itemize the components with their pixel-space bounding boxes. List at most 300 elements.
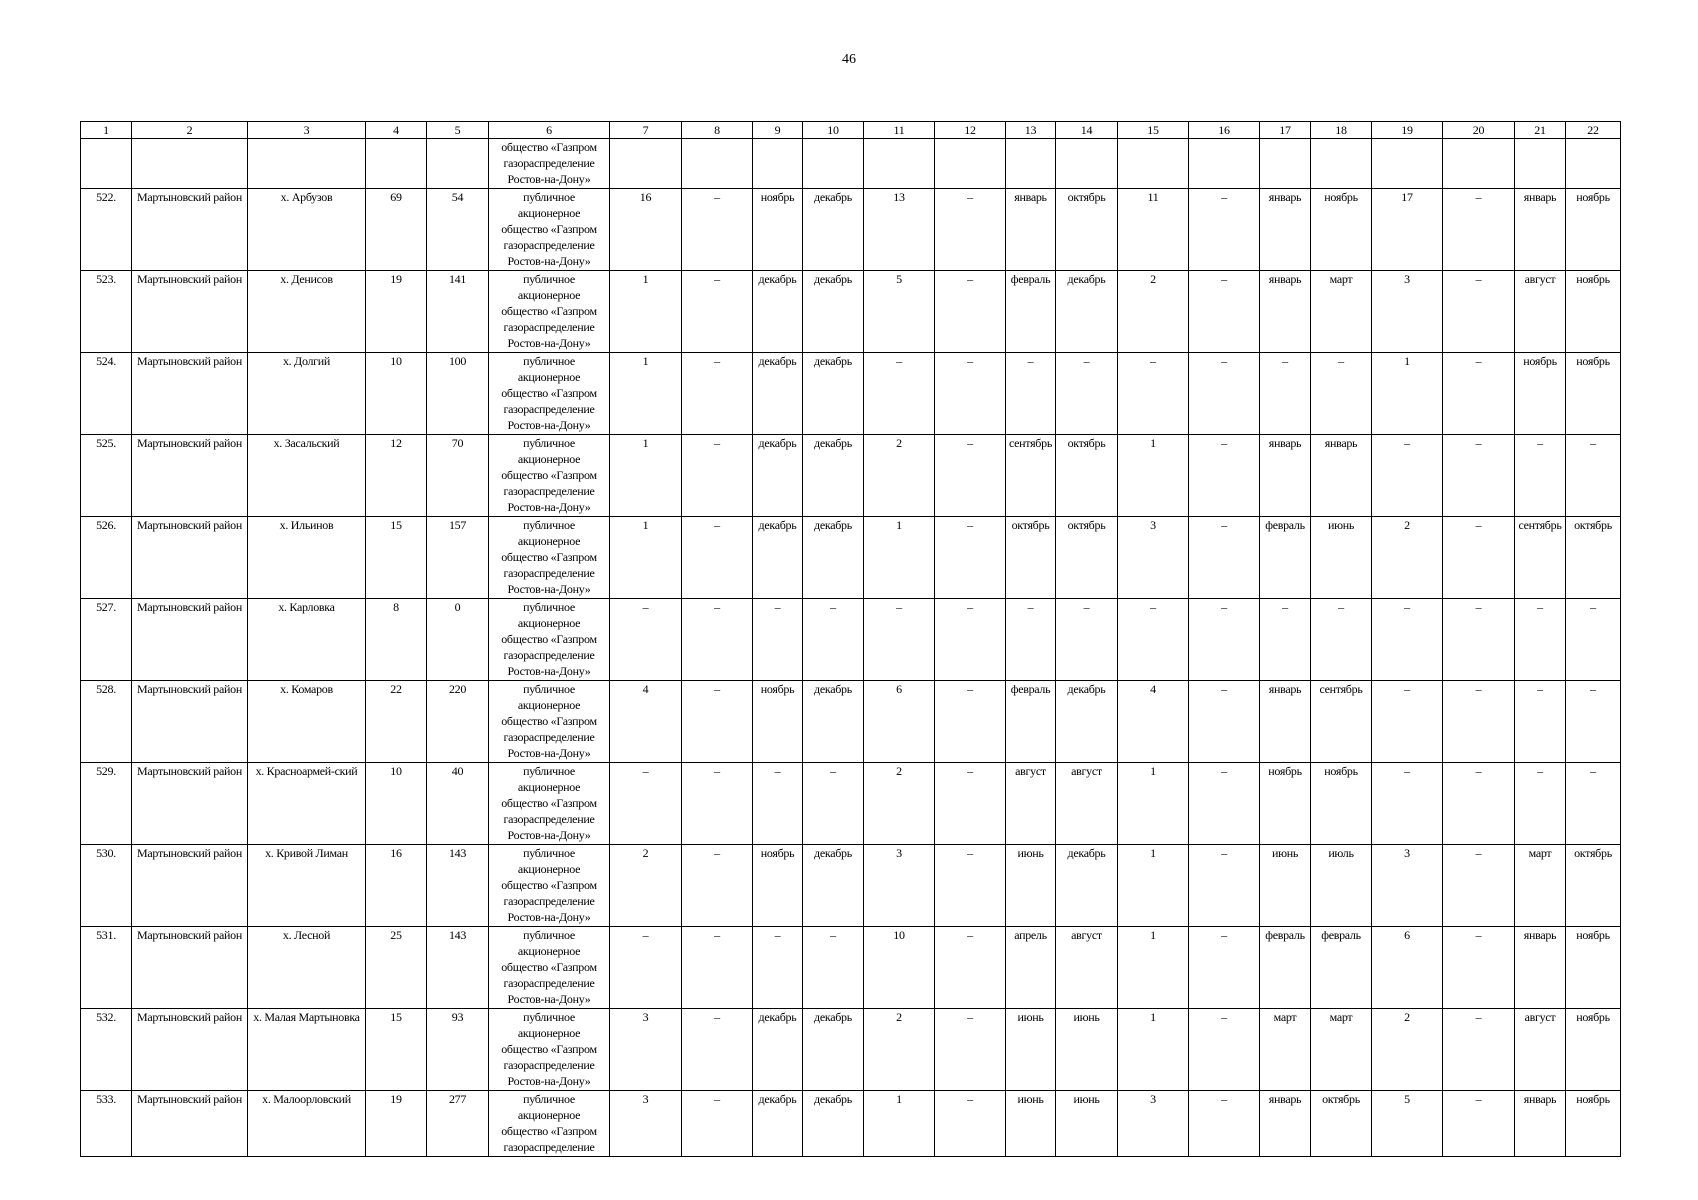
organization-line: Ростов-на-Дону» — [507, 254, 591, 268]
value-cell-col-17: июнь — [1260, 845, 1311, 927]
settlement-cell: х. Засальский — [248, 435, 366, 517]
value-cell-col-9: ноябрь — [753, 845, 803, 927]
organization-line: газораспределение — [503, 1140, 595, 1154]
empty-cell — [1566, 139, 1621, 189]
empty-cell — [1260, 139, 1311, 189]
value-cell-col-16: – — [1189, 763, 1260, 845]
value-cell-col-15: 11 — [1118, 189, 1189, 271]
value-cell-col-18: октябрь — [1311, 1091, 1372, 1157]
organization-line: акционерное — [517, 780, 581, 794]
value-cell-col-17: март — [1260, 1009, 1311, 1091]
organization-cell — [489, 599, 610, 681]
organization-line: публичное — [523, 436, 575, 450]
column-header-22: 22 — [1566, 122, 1621, 139]
value-cell-col-18: июнь — [1311, 517, 1372, 599]
empty-cell — [682, 139, 753, 189]
value-cell-col-12: – — [935, 927, 1006, 1009]
organization-line: Ростов-на-Дону» — [507, 910, 591, 924]
value-cell-col-19: 1 — [1372, 353, 1443, 435]
value-cell-col-11: 5 — [864, 271, 935, 353]
value-cell-col-22: – — [1566, 763, 1621, 845]
organization-line: акционерное — [517, 616, 581, 630]
organization-line: Ростов-на-Дону» — [507, 828, 591, 842]
value-cell-col-22: – — [1566, 599, 1621, 681]
value-cell-col-18: март — [1311, 1009, 1372, 1091]
value-cell-col-12: – — [935, 189, 1006, 271]
organization-cell — [489, 927, 610, 1009]
value-cell-col-7: 4 — [610, 681, 682, 763]
value-cell-col-18: ноябрь — [1311, 763, 1372, 845]
value-cell-col-8: – — [682, 681, 753, 763]
organization-line: газораспределение — [503, 1058, 595, 1072]
organization-line: Ростов-на-Дону» — [507, 746, 591, 760]
table-row — [81, 599, 1621, 681]
column-header-10: 10 — [803, 122, 864, 139]
value-cell-col-14: июнь — [1056, 1009, 1118, 1091]
organization-line: общество «Газпром — [501, 468, 597, 482]
value-cell-col-19: 2 — [1372, 517, 1443, 599]
empty-cell — [1006, 139, 1056, 189]
value-cell-col-7: – — [610, 599, 682, 681]
organization-line: акционерное — [517, 1108, 581, 1122]
organization-line: акционерное — [517, 288, 581, 302]
value-cell-col-14: октябрь — [1056, 517, 1118, 599]
value-cell-col-9: декабрь — [753, 435, 803, 517]
value-cell-col-10: декабрь — [803, 271, 864, 353]
value-cell-col-16: – — [1189, 1009, 1260, 1091]
value-cell-col-7: – — [610, 763, 682, 845]
district-cell: Мартыновский район — [132, 271, 248, 353]
empty-cell — [427, 139, 489, 189]
empty-cell — [248, 139, 366, 189]
organization-line: общество «Газпром — [501, 140, 597, 154]
organization-line: акционерное — [517, 862, 581, 876]
value-cell-col-8: – — [682, 599, 753, 681]
row-number: 531. — [81, 927, 132, 1009]
value-cell-col-5: 54 — [427, 189, 489, 271]
value-cell-col-4: 69 — [366, 189, 427, 271]
value-cell-col-7: 16 — [610, 189, 682, 271]
value-cell-col-11: 13 — [864, 189, 935, 271]
value-cell-col-11: 2 — [864, 763, 935, 845]
organization-line: газораспределение — [503, 730, 595, 744]
value-cell-col-8: – — [682, 189, 753, 271]
value-cell-col-14: октябрь — [1056, 189, 1118, 271]
value-cell-col-17: январь — [1260, 435, 1311, 517]
district-cell: Мартыновский район — [132, 845, 248, 927]
value-cell-col-13: апрель — [1006, 927, 1056, 1009]
value-cell-col-13: июнь — [1006, 1091, 1056, 1157]
value-cell-col-10: декабрь — [803, 845, 864, 927]
district-cell: Мартыновский район — [132, 517, 248, 599]
district-cell: Мартыновский район — [132, 927, 248, 1009]
value-cell-col-9: – — [753, 927, 803, 1009]
row-number: 528. — [81, 681, 132, 763]
value-cell-col-16: – — [1189, 517, 1260, 599]
organization-line: публичное — [523, 354, 575, 368]
organization-line: публичное — [523, 846, 575, 860]
empty-cell — [1189, 139, 1260, 189]
organization-cell — [489, 189, 610, 271]
value-cell-col-16: – — [1189, 435, 1260, 517]
organization-line: публичное — [523, 1092, 575, 1106]
value-cell-col-9: – — [753, 599, 803, 681]
row-number: 527. — [81, 599, 132, 681]
value-cell-col-17: январь — [1260, 271, 1311, 353]
organization-line: общество «Газпром — [501, 1042, 597, 1056]
value-cell-col-9: ноябрь — [753, 681, 803, 763]
value-cell-col-11: 2 — [864, 435, 935, 517]
value-cell-col-19: – — [1372, 681, 1443, 763]
value-cell-col-21: январь — [1515, 1091, 1566, 1157]
value-cell-col-14: август — [1056, 763, 1118, 845]
empty-cell — [1515, 139, 1566, 189]
organization-cell — [489, 435, 610, 517]
organization-cell — [489, 845, 610, 927]
value-cell-col-17: ноябрь — [1260, 763, 1311, 845]
organization-line: публичное — [523, 272, 575, 286]
value-cell-col-14: декабрь — [1056, 845, 1118, 927]
value-cell-col-7: – — [610, 927, 682, 1009]
table-row-continuation — [81, 139, 1621, 189]
organization-line: газораспределение — [503, 812, 595, 826]
value-cell-col-21: январь — [1515, 927, 1566, 1009]
row-number: 533. — [81, 1091, 132, 1157]
organization-cell — [489, 517, 610, 599]
column-header-5: 5 — [427, 122, 489, 139]
value-cell-col-12: – — [935, 1009, 1006, 1091]
empty-cell — [1311, 139, 1372, 189]
district-cell: Мартыновский район — [132, 599, 248, 681]
district-cell: Мартыновский район — [132, 1009, 248, 1091]
organization-line: публичное — [523, 600, 575, 614]
empty-cell — [935, 139, 1006, 189]
value-cell-col-15: 3 — [1118, 517, 1189, 599]
organization-line: Ростов-на-Дону» — [507, 172, 591, 186]
column-header-7: 7 — [610, 122, 682, 139]
organization-cell — [489, 1009, 610, 1091]
value-cell-col-16: – — [1189, 599, 1260, 681]
column-header-17: 17 — [1260, 122, 1311, 139]
row-number: 526. — [81, 517, 132, 599]
value-cell-col-10: декабрь — [803, 517, 864, 599]
value-cell-col-14: октябрь — [1056, 435, 1118, 517]
value-cell-col-17: – — [1260, 353, 1311, 435]
value-cell-col-19: – — [1372, 435, 1443, 517]
value-cell-col-13: февраль — [1006, 271, 1056, 353]
value-cell-col-17: – — [1260, 599, 1311, 681]
value-cell-col-21: – — [1515, 435, 1566, 517]
value-cell-col-11: 6 — [864, 681, 935, 763]
value-cell-col-11: – — [864, 599, 935, 681]
value-cell-col-5: 93 — [427, 1009, 489, 1091]
settlement-cell: х. Лесной — [248, 927, 366, 1009]
value-cell-col-13: – — [1006, 353, 1056, 435]
table-row — [81, 353, 1621, 435]
settlement-cell: х. Комаров — [248, 681, 366, 763]
value-cell-col-21: август — [1515, 271, 1566, 353]
value-cell-col-10: декабрь — [803, 189, 864, 271]
column-header-8: 8 — [682, 122, 753, 139]
value-cell-col-13: сентябрь — [1006, 435, 1056, 517]
organization-line: газораспределение — [503, 320, 595, 334]
value-cell-col-20: – — [1443, 1009, 1515, 1091]
value-cell-col-21: март — [1515, 845, 1566, 927]
organization-line: общество «Газпром — [501, 1124, 597, 1138]
data-table — [80, 121, 1621, 1157]
value-cell-col-17: февраль — [1260, 927, 1311, 1009]
value-cell-col-12: – — [935, 681, 1006, 763]
value-cell-col-10: – — [803, 599, 864, 681]
value-cell-col-21: январь — [1515, 189, 1566, 271]
value-cell-col-16: – — [1189, 189, 1260, 271]
value-cell-col-12: – — [935, 517, 1006, 599]
value-cell-col-22: ноябрь — [1566, 1009, 1621, 1091]
empty-cell — [610, 139, 682, 189]
value-cell-col-12: – — [935, 763, 1006, 845]
value-cell-col-20: – — [1443, 927, 1515, 1009]
value-cell-col-15: 1 — [1118, 1009, 1189, 1091]
value-cell-col-22: ноябрь — [1566, 189, 1621, 271]
value-cell-col-13: февраль — [1006, 681, 1056, 763]
value-cell-col-10: декабрь — [803, 681, 864, 763]
value-cell-col-22: ноябрь — [1566, 353, 1621, 435]
column-header-18: 18 — [1311, 122, 1372, 139]
value-cell-col-18: июль — [1311, 845, 1372, 927]
value-cell-col-17: февраль — [1260, 517, 1311, 599]
value-cell-col-12: – — [935, 353, 1006, 435]
value-cell-col-14: – — [1056, 353, 1118, 435]
value-cell-col-18: январь — [1311, 435, 1372, 517]
value-cell-col-5: 141 — [427, 271, 489, 353]
value-cell-col-20: – — [1443, 353, 1515, 435]
value-cell-col-15: 2 — [1118, 271, 1189, 353]
value-cell-col-18: сентябрь — [1311, 681, 1372, 763]
organization-line: газораспределение — [503, 402, 595, 416]
value-cell-col-20: – — [1443, 189, 1515, 271]
value-cell-col-16: – — [1189, 927, 1260, 1009]
value-cell-col-5: 157 — [427, 517, 489, 599]
organization-line: газораспределение — [503, 156, 595, 170]
value-cell-col-10: – — [803, 927, 864, 1009]
value-cell-col-11: 2 — [864, 1009, 935, 1091]
value-cell-col-8: – — [682, 1091, 753, 1157]
table-row — [81, 681, 1621, 763]
column-header-19: 19 — [1372, 122, 1443, 139]
column-header-1: 1 — [81, 122, 132, 139]
value-cell-col-15: 1 — [1118, 763, 1189, 845]
settlement-cell: х. Малая Мартыновка — [248, 1009, 366, 1091]
value-cell-col-21: ноябрь — [1515, 353, 1566, 435]
value-cell-col-4: 16 — [366, 845, 427, 927]
value-cell-col-22: ноябрь — [1566, 1091, 1621, 1157]
settlement-cell: х. Арбузов — [248, 189, 366, 271]
organization-line: газораспределение — [503, 566, 595, 580]
district-cell: Мартыновский район — [132, 353, 248, 435]
table-body — [81, 139, 1621, 1157]
empty-cell — [1443, 139, 1515, 189]
value-cell-col-14: декабрь — [1056, 271, 1118, 353]
organization-line: газораспределение — [503, 648, 595, 662]
empty-cell — [132, 139, 248, 189]
value-cell-col-18: февраль — [1311, 927, 1372, 1009]
value-cell-col-9: ноябрь — [753, 189, 803, 271]
district-cell: Мартыновский район — [132, 435, 248, 517]
value-cell-col-15: 1 — [1118, 845, 1189, 927]
value-cell-col-22: октябрь — [1566, 845, 1621, 927]
value-cell-col-20: – — [1443, 599, 1515, 681]
organization-line: акционерное — [517, 1026, 581, 1040]
value-cell-col-15: – — [1118, 353, 1189, 435]
organization-line: Ростов-на-Дону» — [507, 582, 591, 596]
organization-line: Ростов-на-Дону» — [507, 992, 591, 1006]
value-cell-col-9: декабрь — [753, 1091, 803, 1157]
value-cell-col-10: декабрь — [803, 1009, 864, 1091]
value-cell-col-5: 143 — [427, 927, 489, 1009]
table-row — [81, 1009, 1621, 1091]
value-cell-col-10: декабрь — [803, 1091, 864, 1157]
value-cell-col-11: 1 — [864, 1091, 935, 1157]
settlement-cell: х. Ильинов — [248, 517, 366, 599]
settlement-cell: х. Красноармей-ский — [248, 763, 366, 845]
value-cell-col-7: 3 — [610, 1009, 682, 1091]
value-cell-col-19: – — [1372, 599, 1443, 681]
organization-line: акционерное — [517, 452, 581, 466]
value-cell-col-8: – — [682, 353, 753, 435]
table-row — [81, 189, 1621, 271]
organization-line: общество «Газпром — [501, 222, 597, 236]
value-cell-col-14: декабрь — [1056, 681, 1118, 763]
empty-cell — [1372, 139, 1443, 189]
page-number: 46 — [842, 52, 856, 67]
column-header-14: 14 — [1056, 122, 1118, 139]
value-cell-col-11: 1 — [864, 517, 935, 599]
district-cell: Мартыновский район — [132, 763, 248, 845]
organization-line: общество «Газпром — [501, 550, 597, 564]
value-cell-col-8: – — [682, 517, 753, 599]
organization-cell — [489, 681, 610, 763]
organization-line: Ростов-на-Дону» — [507, 336, 591, 350]
value-cell-col-14: – — [1056, 599, 1118, 681]
value-cell-col-16: – — [1189, 353, 1260, 435]
table-row — [81, 1091, 1621, 1157]
value-cell-col-20: – — [1443, 435, 1515, 517]
value-cell-col-13: – — [1006, 599, 1056, 681]
value-cell-col-13: июнь — [1006, 1009, 1056, 1091]
value-cell-col-21: – — [1515, 599, 1566, 681]
value-cell-col-22: – — [1566, 435, 1621, 517]
value-cell-col-14: август — [1056, 927, 1118, 1009]
value-cell-col-12: – — [935, 845, 1006, 927]
value-cell-col-4: 8 — [366, 599, 427, 681]
value-cell-col-17: январь — [1260, 189, 1311, 271]
value-cell-col-22: – — [1566, 681, 1621, 763]
value-cell-col-5: 40 — [427, 763, 489, 845]
column-header-20: 20 — [1443, 122, 1515, 139]
value-cell-col-4: 10 — [366, 763, 427, 845]
organization-line: публичное — [523, 190, 575, 204]
settlement-cell: х. Денисов — [248, 271, 366, 353]
organization-line: акционерное — [517, 534, 581, 548]
value-cell-col-9: – — [753, 763, 803, 845]
column-header-6: 6 — [489, 122, 610, 139]
value-cell-col-4: 12 — [366, 435, 427, 517]
row-number: 523. — [81, 271, 132, 353]
value-cell-col-20: – — [1443, 1091, 1515, 1157]
column-header-12: 12 — [935, 122, 1006, 139]
organization-line: публичное — [523, 764, 575, 778]
value-cell-col-16: – — [1189, 271, 1260, 353]
value-cell-col-4: 19 — [366, 271, 427, 353]
value-cell-col-12: – — [935, 599, 1006, 681]
value-cell-col-4: 15 — [366, 1009, 427, 1091]
organization-cell — [489, 763, 610, 845]
value-cell-col-21: – — [1515, 681, 1566, 763]
organization-line: акционерное — [517, 206, 581, 220]
value-cell-col-11: – — [864, 353, 935, 435]
value-cell-col-21: – — [1515, 763, 1566, 845]
value-cell-col-4: 19 — [366, 1091, 427, 1157]
organization-line: общество «Газпром — [501, 960, 597, 974]
value-cell-col-7: 1 — [610, 517, 682, 599]
value-cell-col-5: 277 — [427, 1091, 489, 1157]
organization-line: общество «Газпром — [501, 878, 597, 892]
value-cell-col-10: – — [803, 763, 864, 845]
organization-line: публичное — [523, 1010, 575, 1024]
value-cell-col-10: декабрь — [803, 435, 864, 517]
row-number: 524. — [81, 353, 132, 435]
value-cell-col-15: 1 — [1118, 927, 1189, 1009]
district-cell: Мартыновский район — [132, 1091, 248, 1157]
value-cell-col-20: – — [1443, 845, 1515, 927]
row-number: 529. — [81, 763, 132, 845]
value-cell-col-5: 0 — [427, 599, 489, 681]
settlement-cell: х. Карловка — [248, 599, 366, 681]
value-cell-col-16: – — [1189, 1091, 1260, 1157]
organization-line: Ростов-на-Дону» — [507, 500, 591, 514]
organization-line: Ростов-на-Дону» — [507, 418, 591, 432]
district-cell: Мартыновский район — [132, 681, 248, 763]
value-cell-col-20: – — [1443, 681, 1515, 763]
organization-cell — [489, 353, 610, 435]
value-cell-col-19: 3 — [1372, 271, 1443, 353]
value-cell-col-11: 10 — [864, 927, 935, 1009]
row-number: 525. — [81, 435, 132, 517]
district-cell: Мартыновский район — [132, 189, 248, 271]
organization-line: акционерное — [517, 944, 581, 958]
value-cell-col-4: 10 — [366, 353, 427, 435]
value-cell-col-5: 70 — [427, 435, 489, 517]
column-header-4: 4 — [366, 122, 427, 139]
value-cell-col-5: 220 — [427, 681, 489, 763]
organization-line: общество «Газпром — [501, 304, 597, 318]
value-cell-col-13: октябрь — [1006, 517, 1056, 599]
organization-line: газораспределение — [503, 484, 595, 498]
value-cell-col-13: июнь — [1006, 845, 1056, 927]
value-cell-col-20: – — [1443, 517, 1515, 599]
value-cell-col-13: январь — [1006, 189, 1056, 271]
row-number: 532. — [81, 1009, 132, 1091]
value-cell-col-10: декабрь — [803, 353, 864, 435]
organization-line: газораспределение — [503, 976, 595, 990]
value-cell-col-7: 1 — [610, 435, 682, 517]
value-cell-col-20: – — [1443, 763, 1515, 845]
organization-line: общество «Газпром — [501, 632, 597, 646]
organization-line: газораспределение — [503, 238, 595, 252]
value-cell-col-12: – — [935, 271, 1006, 353]
value-cell-col-19: 2 — [1372, 1009, 1443, 1091]
organization-line: Ростов-на-Дону» — [507, 1074, 591, 1088]
